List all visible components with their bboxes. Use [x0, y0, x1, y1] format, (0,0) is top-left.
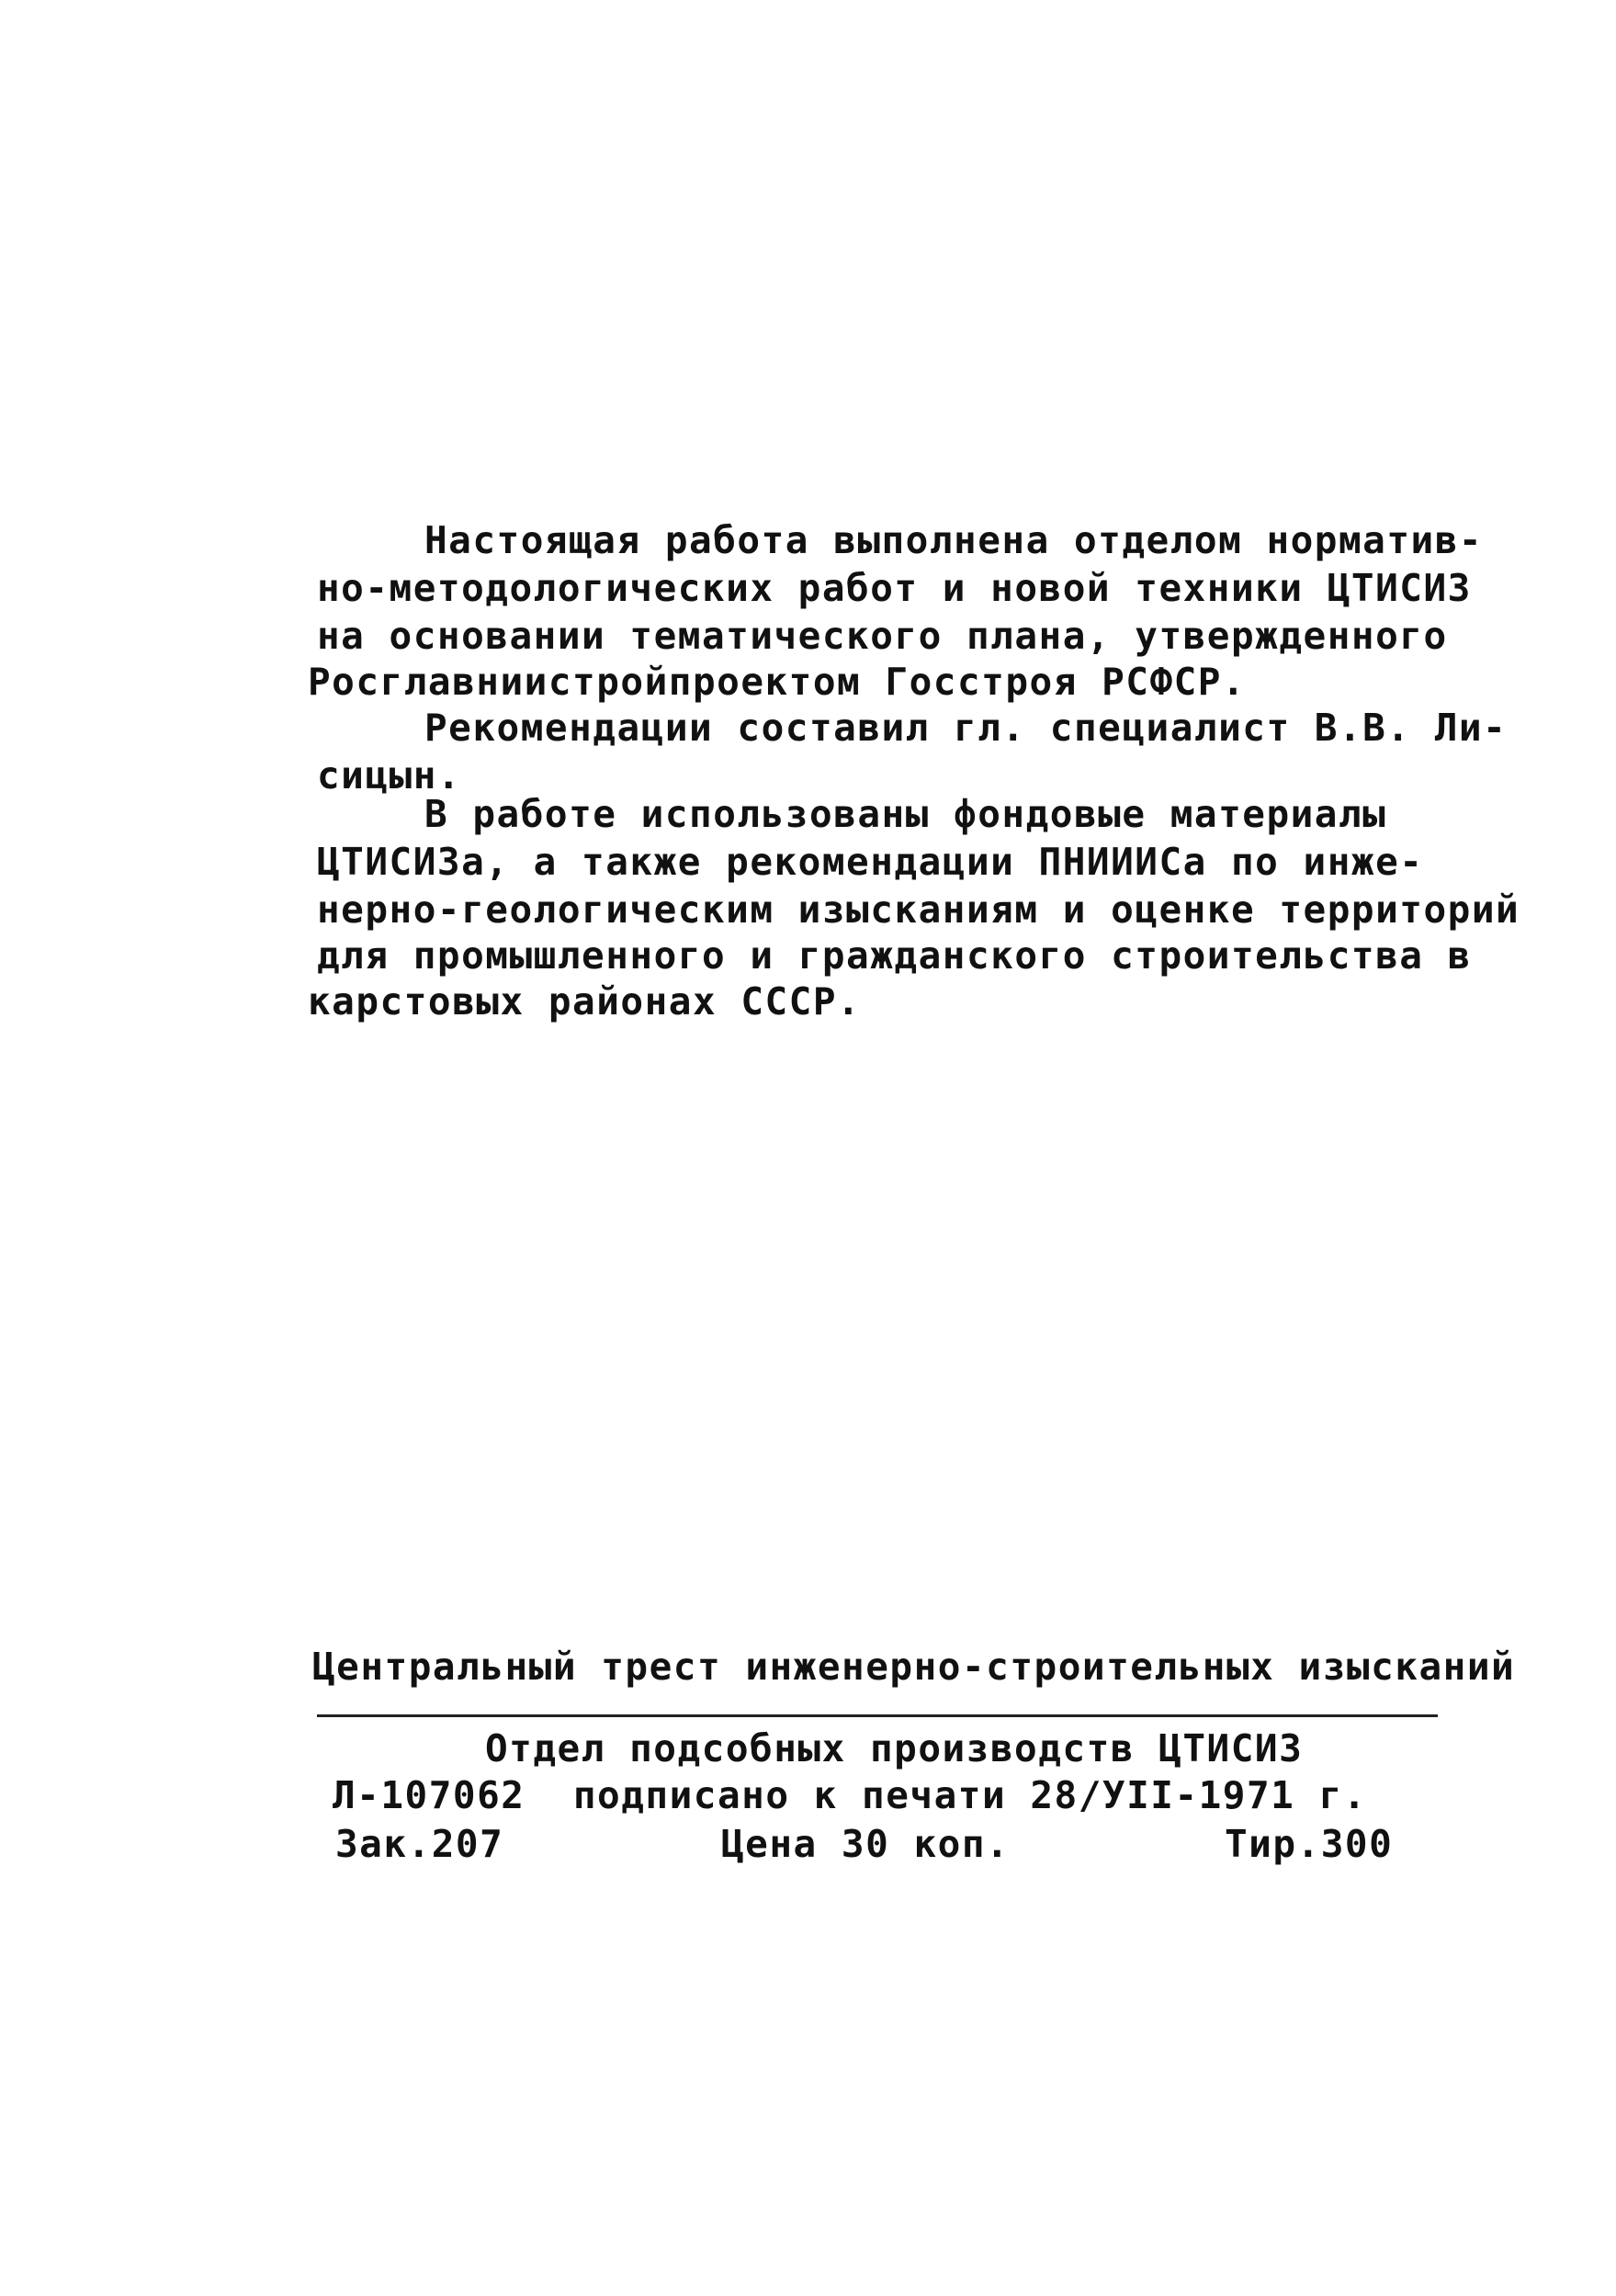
about-line: но-методологических работ и новой техники ЦТИСИЗ — [317, 566, 1472, 610]
imprint-price: Цена 30 коп. — [721, 1822, 1011, 1866]
imprint-organization: Центральный трест инженерно-строительных изысканий — [312, 1645, 1516, 1689]
imprint-department: Отдел подсобных производств ЦТИСИЗ — [485, 1726, 1304, 1770]
imprint-divider — [317, 1714, 1438, 1717]
about-line: Рекомендации составил гл. специалист В.В. Ли- — [424, 706, 1508, 750]
imprint-order: Зак.207 — [335, 1822, 504, 1866]
about-line: ЦТИСИЗа, а также рекомендации ПНИИИСа по инже- — [317, 840, 1424, 884]
imprint-signed-line: Л-107062 подписано к печати 28/УII-1971 г. — [333, 1773, 1367, 1817]
about-line: Настоящая работа выполнена отделом норматив- — [424, 518, 1484, 562]
imprint-print-run: Тир.300 — [1225, 1822, 1394, 1866]
about-line: нерно-геологическим изысканиям и оценке территорий — [317, 888, 1520, 932]
about-line: Росглавниистройпроектом Госстроя РСФСР. — [308, 660, 1247, 704]
about-line: карстовых районах СССР. — [308, 979, 862, 1024]
about-line: на основании тематического плана, утвержденного — [317, 614, 1448, 658]
about-line: для промышленного и гражданского строительства в — [317, 933, 1472, 978]
about-line: сицын. — [317, 753, 462, 797]
about-line: В работе использованы фондовые материалы — [424, 792, 1387, 836]
